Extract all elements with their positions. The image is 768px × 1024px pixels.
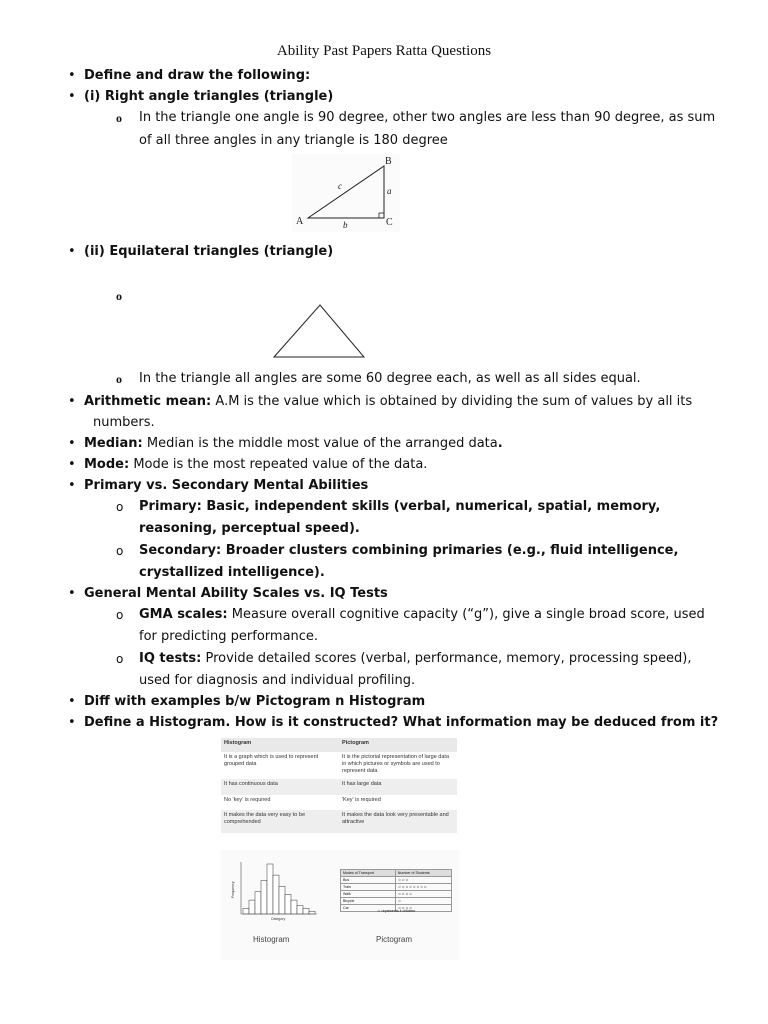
histogram-bar — [303, 908, 309, 914]
equilateral-triangle-figure — [271, 302, 367, 360]
sub-bullet: o — [116, 544, 124, 558]
arithmetic-mean-text: A.M is the value which is obtained by dividing the sum of values by all its — [211, 394, 693, 409]
histogram-bar — [273, 875, 279, 914]
pictogram-row — [341, 891, 452, 898]
gma-iq-heading: General Mental Ability Scales vs. IQ Tests — [84, 586, 388, 601]
pictogram-symbols: ☺☺☺☺ — [395, 891, 451, 898]
histogram-chart — [229, 858, 321, 922]
histogram-bar — [255, 892, 261, 914]
vertex-a-label: A — [296, 216, 304, 227]
iq-line1 — [139, 651, 692, 667]
pictogram-caption: Pictogram — [376, 935, 413, 944]
bullet-dot: • — [68, 694, 76, 709]
table-row — [221, 779, 457, 795]
define-heading: Define and draw the following: — [84, 68, 311, 83]
gma-line1 — [139, 607, 705, 623]
bullet-dot: • — [68, 478, 76, 493]
comparison-header: Histogram — [221, 738, 339, 752]
gma-line2: for predicting performance. — [139, 629, 319, 644]
primary-line1: Primary: Basic, independent skills (verbal, numerical, spatial, memory, — [139, 499, 661, 514]
equilateral-heading: (ii) Equilateral triangles (triangle) — [84, 244, 334, 259]
pictogram-symbols: ☺ — [395, 898, 451, 905]
side-a-label: a — [387, 186, 392, 196]
arithmetic-mean-label: Arithmetic mean: — [84, 394, 212, 409]
median-label: Median: — [84, 436, 143, 451]
table-row — [221, 810, 457, 833]
table-row — [221, 752, 457, 779]
gma-text: Measure overall cognitive capacity (“g”), give a single broad score, used — [227, 607, 705, 622]
pictogram-symbols: ☺☺☺☺ — [395, 905, 451, 912]
histogram-bar — [309, 911, 315, 914]
histogram-bar — [249, 900, 255, 914]
histogram-question: Define a Histogram. How is it constructed? What information may be deduced from it? — [84, 715, 719, 730]
page-title: Ability Past Papers Ratta Questions — [276, 43, 492, 59]
sub-bullet: o — [116, 608, 124, 622]
secondary-line1: Secondary: Broader clusters combining primaries (e.g., fluid intelligence, — [139, 543, 679, 558]
table-cell: It has large data — [339, 779, 457, 795]
table-row — [221, 795, 457, 810]
table-cell: It is a graph which is used to represent grouped data — [221, 752, 339, 779]
diff-heading: Diff with examples b/w Pictogram n Histogram — [84, 694, 426, 709]
bullet-dot: • — [68, 457, 76, 472]
iq-label: IQ tests: — [139, 651, 202, 666]
bullet-dot: • — [68, 244, 76, 259]
arithmetic-mean-line2: numbers. — [93, 415, 155, 430]
pictogram-mode: Walk — [341, 891, 396, 898]
iq-line2: used for diagnosis and individual profiling. — [139, 673, 416, 688]
arithmetic-mean-line1 — [84, 394, 692, 410]
pictogram-mode: Bicycle — [341, 898, 396, 905]
histogram-bar — [297, 906, 303, 914]
comparison-table — [221, 738, 457, 833]
median-text: Median is the middle most value of the arranged data — [142, 436, 498, 451]
comparison-header: Pictogram — [339, 738, 457, 752]
table-cell: It makes the data very easy to be comprehended — [221, 810, 339, 833]
histogram-bar — [267, 864, 273, 914]
sub-bullet: o — [116, 372, 122, 386]
pictogram-key: ☺ represents 4 children — [376, 909, 416, 913]
bullet-dot: • — [68, 68, 76, 83]
bullet-dot: • — [68, 394, 76, 409]
table-cell: It makes the data look very presentable and attractive — [339, 810, 457, 833]
histogram-bar — [243, 908, 249, 914]
right-triangle-desc-line2: of all three angles in any triangle is 180 degree — [139, 133, 448, 148]
right-triangle-figure — [292, 154, 400, 232]
secondary-line2: crystallized intelligence). — [139, 565, 325, 580]
bullet-dot: • — [68, 89, 76, 104]
histogram-x-label: Category — [271, 917, 286, 921]
pictogram-row — [341, 898, 452, 905]
histogram-bar — [279, 886, 285, 914]
right-triangle-heading: (i) Right angle triangles (triangle) — [84, 89, 334, 104]
pictogram-symbols: ☺☺☺ — [395, 877, 451, 884]
gma-label: GMA scales: — [139, 607, 228, 622]
table-cell: No 'key' is required — [221, 795, 339, 810]
pictogram-header: Number of Students — [395, 870, 451, 877]
median-period: . — [497, 436, 503, 451]
vertex-c-label: C — [386, 217, 393, 228]
histogram-bar — [261, 881, 267, 914]
primary-secondary-heading: Primary vs. Secondary Mental Abilities — [84, 478, 369, 493]
sub-bullet: o — [116, 500, 124, 514]
mode-line — [84, 457, 427, 473]
right-triangle-desc-line1: In the triangle one angle is 90 degree, other two angles are less than 90 degree, as sum — [139, 110, 716, 125]
table-cell: It is the pictorial representation of large data in which pictures or symbols are used to represent data — [339, 752, 457, 779]
pictogram-row — [341, 877, 452, 884]
equilateral-desc: In the triangle all angles are some 60 degree each, as well as all sides equal. — [139, 371, 641, 386]
sub-bullet: o — [116, 111, 122, 125]
iq-text: Provide detailed scores (verbal, performance, memory, processing speed), — [201, 651, 692, 666]
vertex-b-label: B — [385, 156, 392, 167]
pictogram-mode: Car — [341, 905, 396, 912]
side-b-label: b — [343, 220, 348, 230]
histogram-y-label: Frequency — [231, 881, 235, 898]
table-cell: 'Key' is required — [339, 795, 457, 810]
sub-bullet: o — [116, 652, 124, 666]
bullet-dot: • — [68, 715, 76, 730]
pictogram-table — [340, 869, 452, 912]
bullet-dot: • — [68, 436, 76, 451]
pictogram-symbols: ☺☺☺☺☺☺☺☺ — [395, 884, 451, 891]
sub-bullet: o — [116, 289, 122, 303]
pictogram-header: Modes of Transport — [341, 870, 396, 877]
histogram-bar — [285, 895, 291, 914]
histogram-caption: Histogram — [253, 935, 290, 944]
primary-line2: reasoning, perceptual speed). — [139, 521, 360, 536]
pictogram-row — [341, 884, 452, 891]
pictogram-mode: Bus — [341, 877, 396, 884]
side-c-label: c — [338, 181, 342, 191]
histogram-bar — [291, 900, 297, 914]
pictogram-mode: Train — [341, 884, 396, 891]
bullet-dot: • — [68, 586, 76, 601]
median-line — [84, 436, 503, 452]
mode-label: Mode: — [84, 457, 130, 472]
mode-text: Mode is the most repeated value of the data. — [129, 457, 428, 472]
table-cell: It has continuous data — [221, 779, 339, 795]
